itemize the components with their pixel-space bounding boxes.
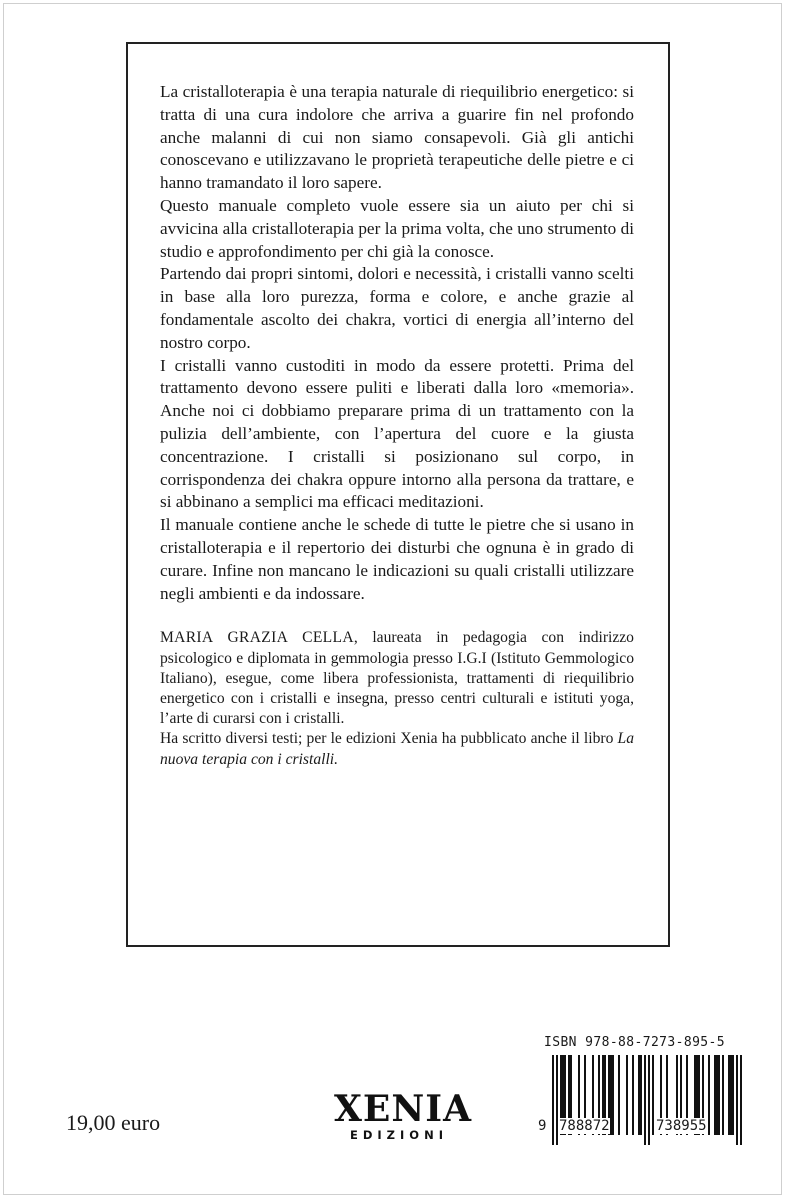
blurb-paragraph: Partendo dai propri sintomi, dolori e necessità, i cristalli vanno scelti in base alla loro purezza, forma e colore, e anche grazie al fondamentale ascolto dei chakra, vortici di energia all’interno del nostro corpo.: [160, 264, 634, 352]
other-works-title: La nuova terapia con i cristalli.: [160, 730, 634, 768]
barcode-bar: [736, 1055, 738, 1145]
barcode-bar: [714, 1055, 716, 1135]
isbn-label: ISBN 978-88-7273-895-5: [544, 1035, 725, 1050]
author-name: MARIA GRAZIA CELLA: [160, 629, 354, 647]
barcode-bar: [648, 1055, 650, 1145]
barcode-bar: [556, 1055, 558, 1145]
barcode-bar: [716, 1055, 718, 1135]
barcode-bar: [552, 1055, 554, 1145]
blurb-paragraph: Il manuale contiene anche le schede di tutte le pietre che si usano in cristalloterapia e il repertorio dei disturbi che ognuna è in grado di curare. Infine non mancano le indicazioni su quali cristalli utilizzare negli ambienti e da indossare.: [160, 515, 634, 603]
barcode-bar: [632, 1055, 634, 1135]
barcode-left-digits: 788872: [559, 1118, 610, 1134]
other-works-text: Ha scritto diversi testi; per le edizioni Xenia ha pubblicato anche il libro: [160, 730, 618, 748]
barcode-bar: [730, 1055, 732, 1135]
price-label: 19,00 euro: [66, 1110, 161, 1135]
barcode-bar: [728, 1055, 730, 1135]
barcode-bar: [722, 1055, 724, 1135]
book-back-cover: [3, 3, 782, 1195]
publisher-name: XENIA: [334, 1088, 473, 1130]
author-bio-text: , laureata in pedagogia con indirizzo psicologico e diplomata in gemmologia presso I.G.I (Istituto Gemmologico Italiano), esegue, come libera professionista, trattamenti di riequilibrio energetico con i cristalli e insegna, presso centri culturali e istituti yoga, l’arte di curarsi con i cristalli.: [160, 629, 634, 728]
blurb-paragraph: I cristalli vanno custoditi in modo da essere protetti. Prima del trattamento devono essere puliti e liberati dalla loro «memoria». Anche noi ci dobbiamo preparare prima di un trattamento con la pulizia dell’ambiente, con l’apertura del cuore e la giusta concentrazione. I cristalli si posizionano sul corpo, in corrispondenza dei chakra oppure intorno alla persona da trattare, e si abbinano a semplici ma efficaci meditazioni.: [160, 355, 634, 512]
barcode-bar: [740, 1055, 742, 1145]
barcode-first-digit: 9: [538, 1118, 547, 1134]
publisher-subtitle: EDIZIONI: [350, 1128, 448, 1142]
barcode-bar: [640, 1055, 642, 1135]
barcode-bar: [708, 1055, 710, 1135]
barcode-bar: [612, 1055, 614, 1135]
barcode-right-digits: 738955: [656, 1118, 707, 1134]
barcode-bar: [626, 1055, 628, 1135]
barcode-bar: [718, 1055, 720, 1135]
author-other-works: [160, 729, 634, 769]
author-bio: [160, 628, 634, 769]
blurb-paragraph: Questo manuale completo vuole essere sia un aiuto per chi si avvicina alla cristalloterapia per la prima volta, che uno strumento di studio e approfondimento per chi già la conosce.: [160, 195, 634, 261]
barcode-bar: [610, 1055, 612, 1135]
barcode-bars: [534, 1055, 759, 1151]
barcode-bar: [732, 1055, 734, 1135]
author-bio-paragraph: [160, 628, 634, 729]
publisher-logo: [334, 1088, 473, 1142]
barcode-bar: [618, 1055, 620, 1135]
barcode-bar: [638, 1055, 640, 1135]
blurb-frame: [126, 42, 670, 947]
barcode-bar: [644, 1055, 646, 1145]
isbn-barcode: [534, 1035, 759, 1155]
barcode-bar: [652, 1055, 654, 1135]
blurb-paragraph: La cristalloterapia è una terapia naturale di riequilibrio energetico: si tratta di una cura indolore che arriva a guarire fin nel profondo anche malanni di cui non siamo consapevoli. Già gli antichi conoscevano e utilizzavano le proprietà terapeutiche delle pietre e ci hanno tramandato il loro sapere.: [160, 82, 634, 193]
